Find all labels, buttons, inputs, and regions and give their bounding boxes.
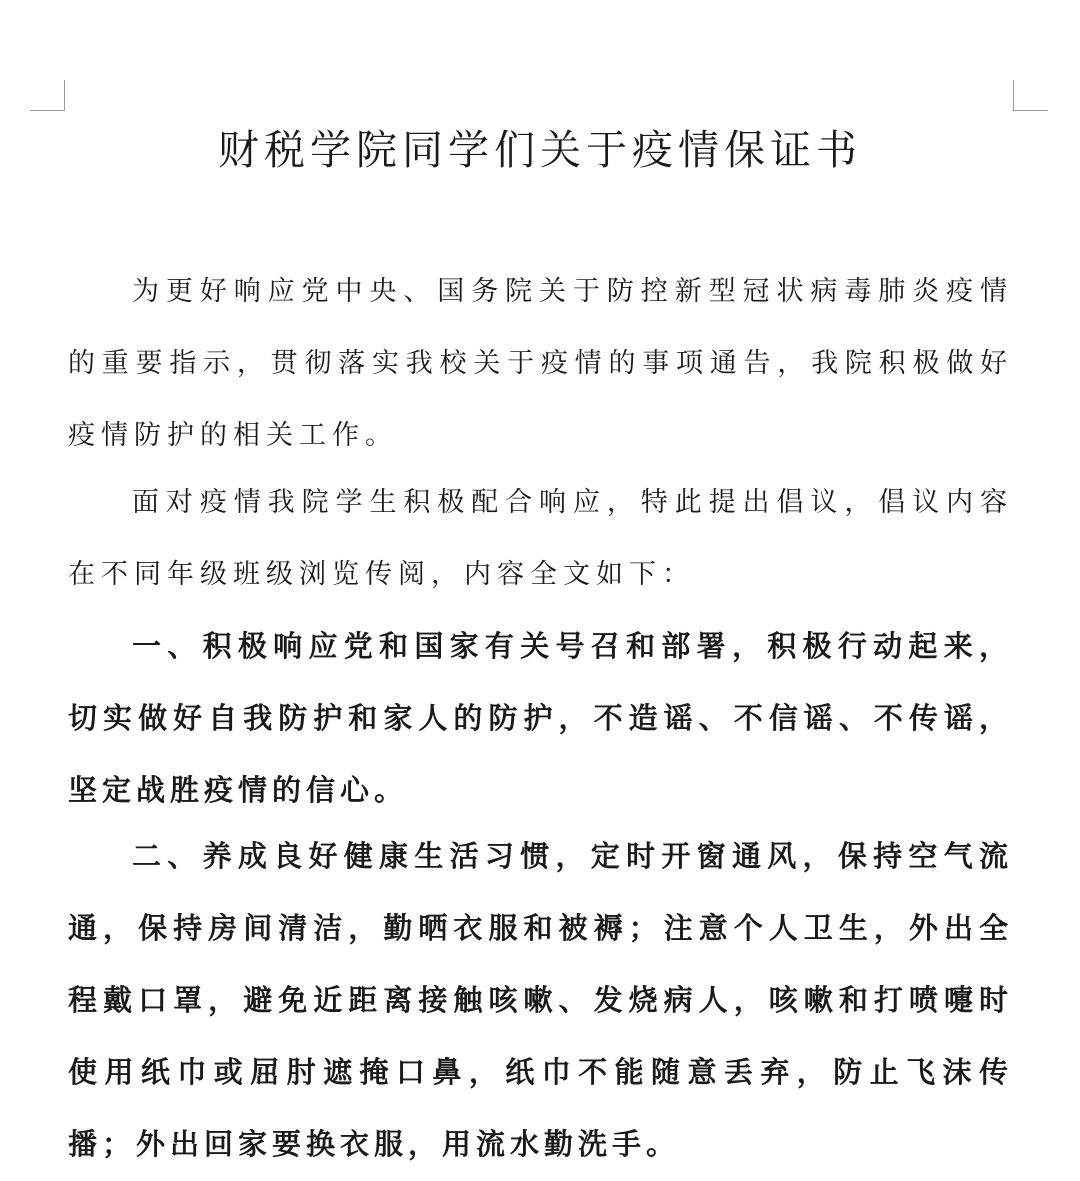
paragraph-item-one: 一、积极响应党和国家有关号召和部署，积极行动起来，切实做好自我防护和家人的防护，不造谣、不信谣、不传谣，坚定战胜疫情的信心。 xyxy=(68,629,1013,807)
top-right-margin-mark xyxy=(1013,80,1048,111)
top-left-margin-mark xyxy=(30,80,65,111)
paragraph-intro: 为更好响应党中央、国务院关于防控新型冠状病毒肺炎疫情的重要指示，贯彻落实我校关于疫情的事项通告，我院积极做好疫情防护的相关工作。 xyxy=(68,276,1013,451)
paragraph-proposal: 面对疫情我院学生积极配合响应，特此提出倡议，倡议内容在不同年级班级浏览传阅，内容全文如下： xyxy=(68,487,1013,590)
paragraph-item-two: 二、养成良好健康生活习惯，定时开窗通风，保持空气流通，保持房间清洁，勤晒衣服和被褥；注意个人卫生，外出全程戴口罩，避免近距离接触咳嗽、发烧病人，咳嗽和打喷嚏时使用纸巾或屈肘遮掩口鼻，纸巾不能随意丢弃，防止飞沫传播；外出回家要换衣服，用流水勤洗手。 xyxy=(68,839,1013,1161)
document-title: 财税学院同学们关于疫情保证书 xyxy=(218,126,862,174)
